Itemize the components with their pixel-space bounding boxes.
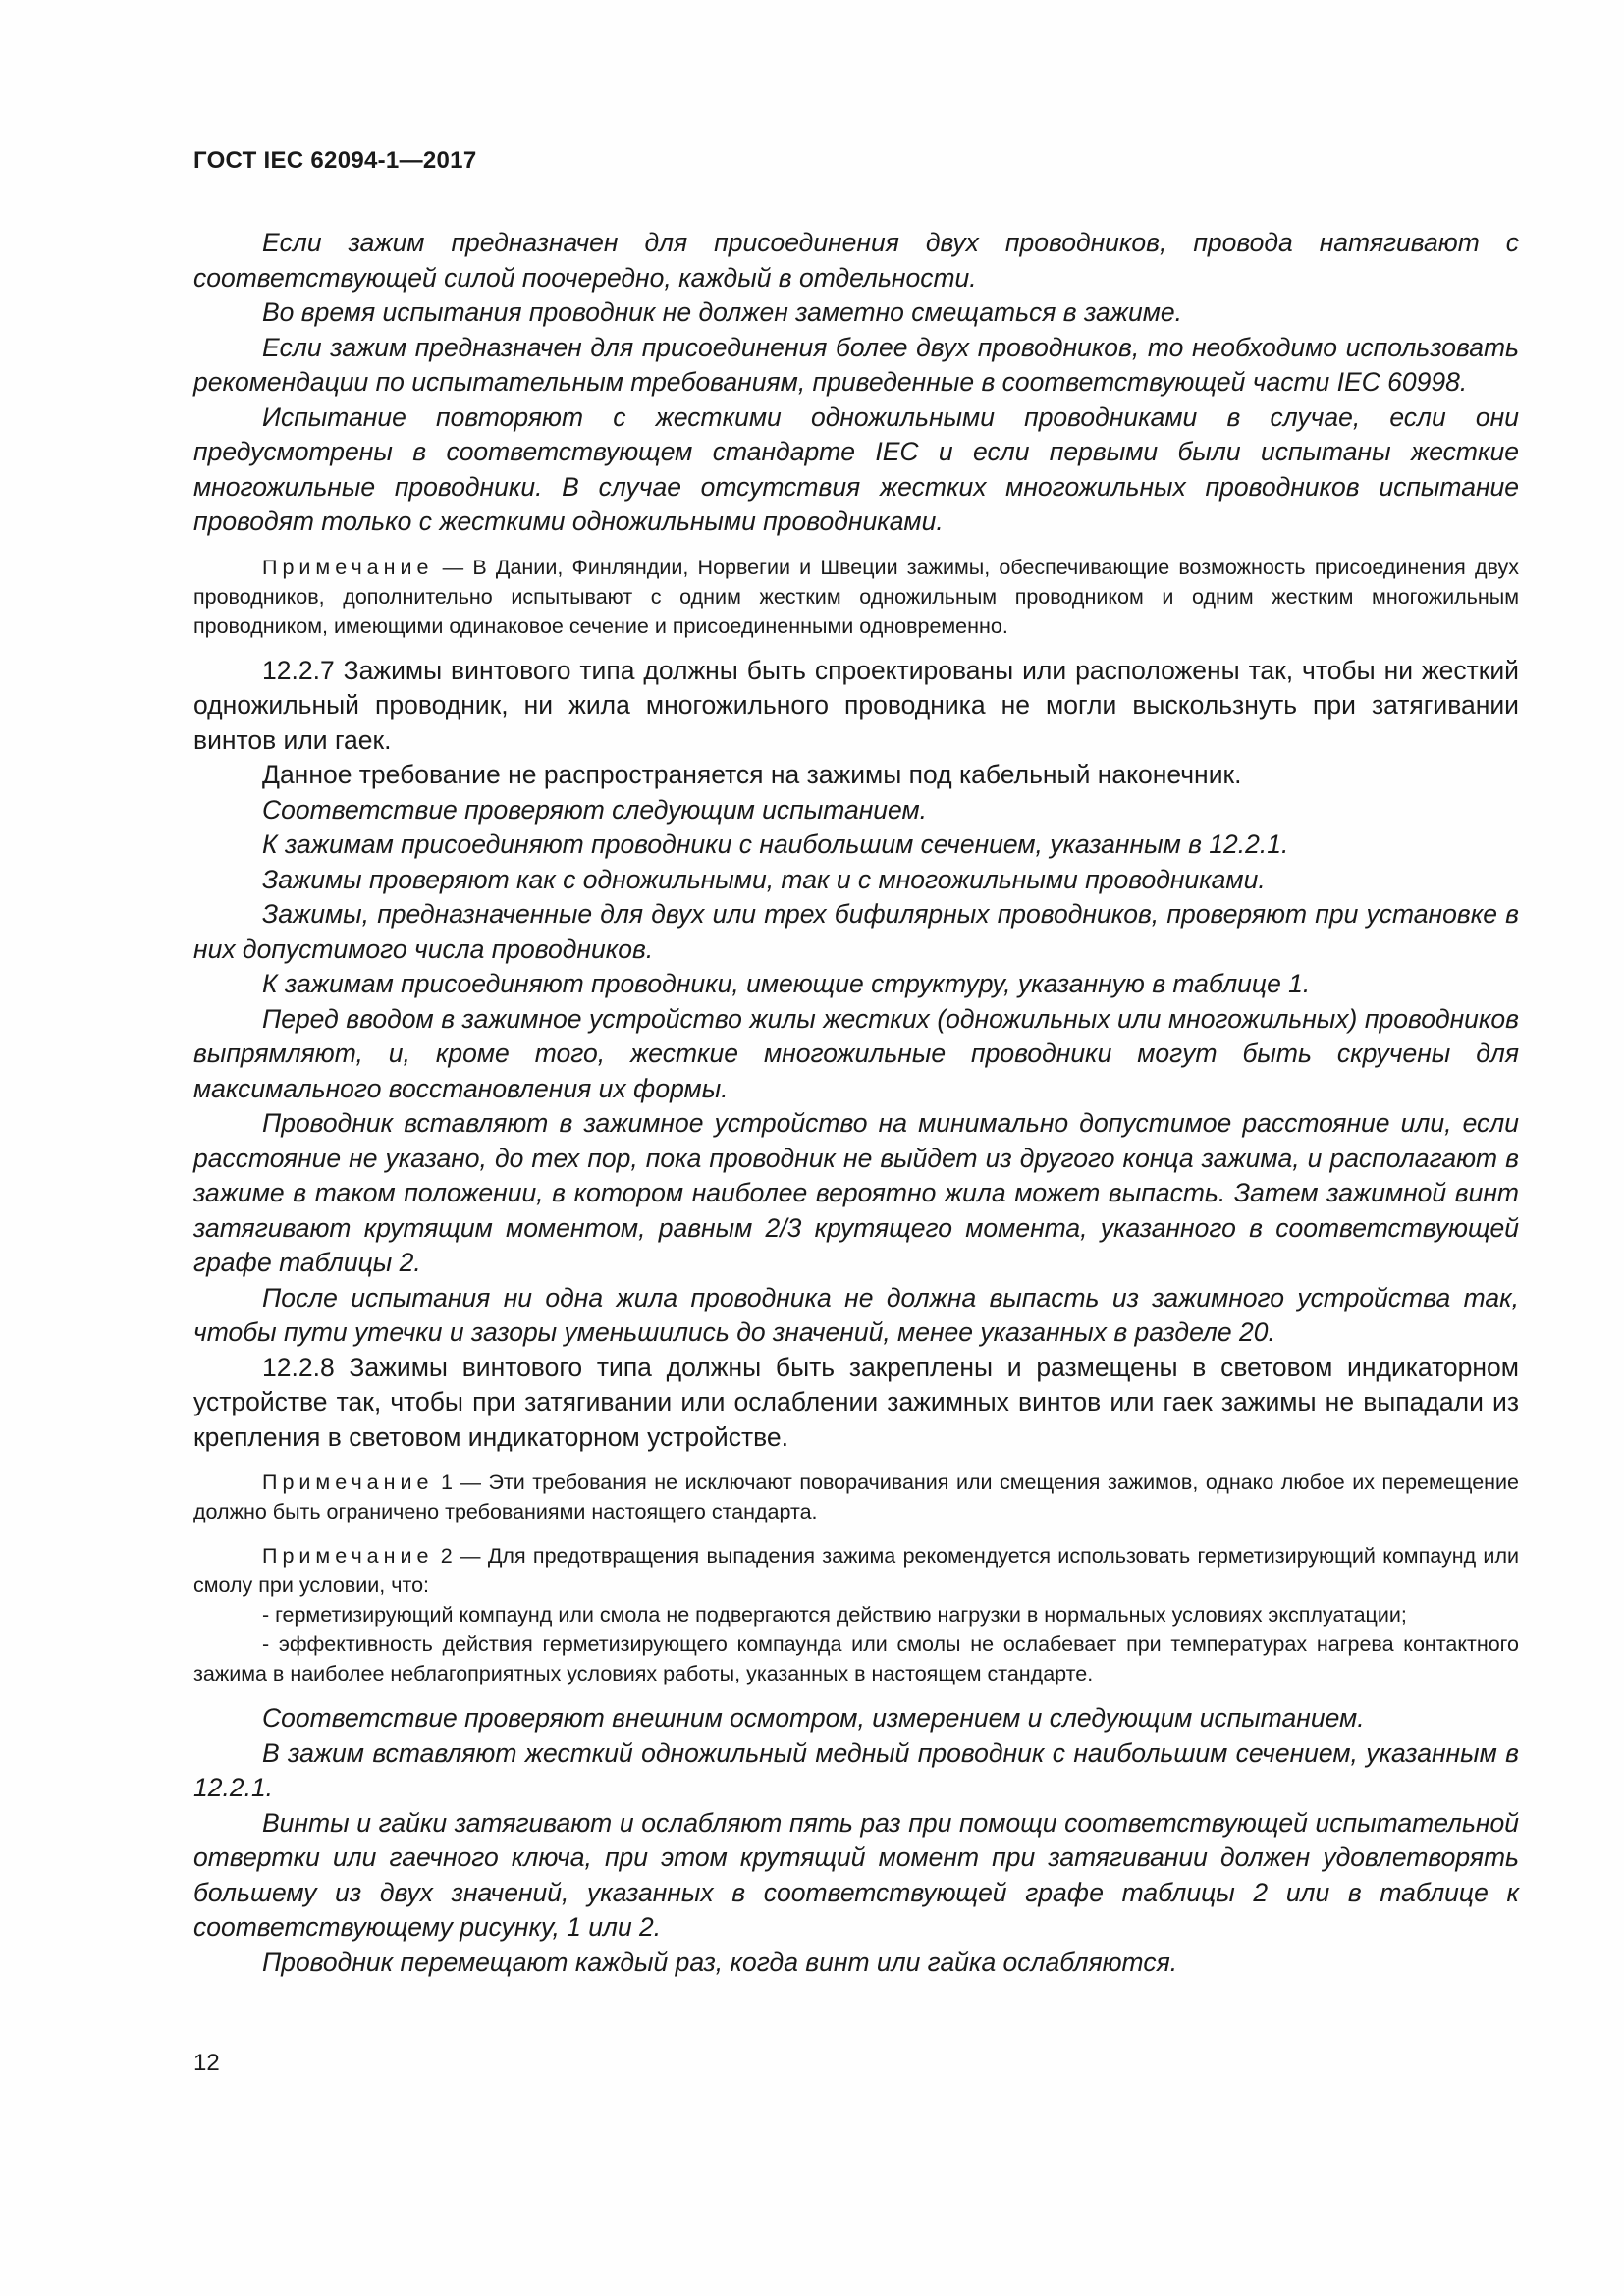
paragraph: В зажим вставляют жесткий одножильный медный проводник с наибольшим сечением, указанным в 12.2.1. [193, 1737, 1519, 1802]
paragraph: Испытание повторяют с жесткими одножильными проводниками в случае, если они предусмотрены в соответствующем стандарте IEC и если первыми были испытаны жесткие многожильные проводники. В случае отсутствия жестких многожильных проводников испытание проводят только с жесткими одножильными проводниками. [193, 401, 1519, 536]
note [193, 1468, 1519, 1526]
document-header: ГОСТ IEC 62094-1—2017 [193, 147, 477, 174]
paragraph: Соответствие проверяют следующим испытанием. [262, 794, 928, 825]
note-label: Примечание [262, 1470, 434, 1494]
paragraph: Во время испытания проводник не должен заметно смещаться в зажиме. [262, 297, 1182, 327]
paragraph: Зажимы, предназначенные для двух или трех бифилярных проводников, проверяют при установке в них допустимого числа проводников. [193, 899, 1519, 964]
paragraph: К зажимам присоединяют проводники, имеющие структуру, указанную в таблице 1. [262, 969, 1311, 998]
paragraph: Проводник перемещают каждый раз, когда винт или гайка ослабляются. [262, 1947, 1178, 1977]
note-label: Примечание [262, 1544, 434, 1568]
note-label: Примечание [262, 555, 434, 579]
note-text: 1 — Эти требования не исключают поворачивания или смещения зажимов, однако любое их перемещение должно быть ограничено требованиями настоящего стандарта. [193, 1470, 1519, 1523]
paragraph: Если зажим предназначен для присоединения двух проводников, провода натягивают с соответствующей силой поочередно, каждый в отдельности. [193, 228, 1519, 293]
note-list-item: - эффективность действия герметизирующего компаунда или смолы не ослабевает при температурах нагрева контактного зажима в наиболее неблагоприятных условиях работы, указанных в настоящем стандарте. [193, 1632, 1519, 1685]
paragraph: Винты и гайки затягивают и ослабляют пять раз при помощи соответствующей испытательной отвертки или гаечного ключа, при этом крутящий момент при затягивании должен удовлетворять большему из двух значений, указанных в соответствующей графе таблицы 2 или в таблице к соответствующему рисунку, 1 или 2. [193, 1807, 1519, 1942]
paragraph: Данное требование не распространяется на зажимы под кабельный наконечник. [262, 760, 1242, 789]
clause-12-2-8: 12.2.8 Зажимы винтового типа должны быть закреплены и размещены в световом индикаторном устройстве так, чтобы при затягивании или ослаблении зажимных винтов или гаек зажимы не выпадали из крепления в световом индикаторном устройстве. [193, 1352, 1519, 1452]
note-text: 2 — Для предотвращения выпадения зажима рекомендуется использовать герметизирующий компаунд или смолу при условии, что: [193, 1544, 1519, 1597]
note [193, 1541, 1519, 1600]
page-number: 12 [193, 2050, 220, 2076]
paragraph: Если зажим предназначен для присоединения более двух проводников, то необходимо использовать рекомендации по испытательным требованиям, приведенные в соответствующей части IEC 60998. [193, 332, 1519, 397]
note-list-item: - герметизирующий компаунд или смола не подвергаются действию нагрузки в нормальных условиях эксплуатации; [262, 1603, 1407, 1627]
paragraph: Перед вводом в зажимное устройство жилы жестких (одножильных или многожильных) проводников выпрямляют, и, кроме того, жесткие многожильные проводники могут быть скручены для максимального восстановления их формы. [193, 1003, 1519, 1103]
paragraph: Зажимы проверяют как с одножильными, так и с многожильными проводниками. [262, 864, 1266, 894]
document-body [193, 226, 1519, 1980]
paragraph: Соответствие проверяют внешним осмотром, измерением и следующим испытанием. [262, 1703, 1365, 1733]
note [193, 553, 1519, 641]
paragraph: К зажимам присоединяют проводники с наибольшим сечением, указанным в 12.2.1. [262, 829, 1289, 859]
paragraph: После испытания ни одна жила проводника не должна выпасть из зажимного устройства так, чтобы пути утечки и зазоры уменьшились до значений, менее указанных в разделе 20. [193, 1282, 1519, 1347]
paragraph: Проводник вставляют в зажимное устройство на минимально допустимое расстояние или, если расстояние не указано, до тех пор, пока проводник не выйдет из другого конца зажима, и располагают в зажиме в таком положении, в котором наиболее вероятно жила может выпасть. Затем зажимной винт затягивают крутящим моментом, равным 2/3 крутящего момента, указанного в соответствующей графе таблицы 2. [193, 1108, 1519, 1277]
note-text: — В Дании, Финляндии, Норвегии и Швеции зажимы, обеспечивающие возможность присоединения двух проводников, дополнительно испытывают с одним жестким одножильным проводником и одним жестким многожильным проводником, имеющими одинаковое сечение и присоединенными одновременно. [193, 555, 1519, 638]
clause-12-2-7: 12.2.7 Зажимы винтового типа должны быть спроектированы или расположены так, чтобы ни жесткий одножильный проводник, ни жила многожильного проводника не могли выскользнуть при затягивании винтов или гаек. [193, 655, 1519, 755]
